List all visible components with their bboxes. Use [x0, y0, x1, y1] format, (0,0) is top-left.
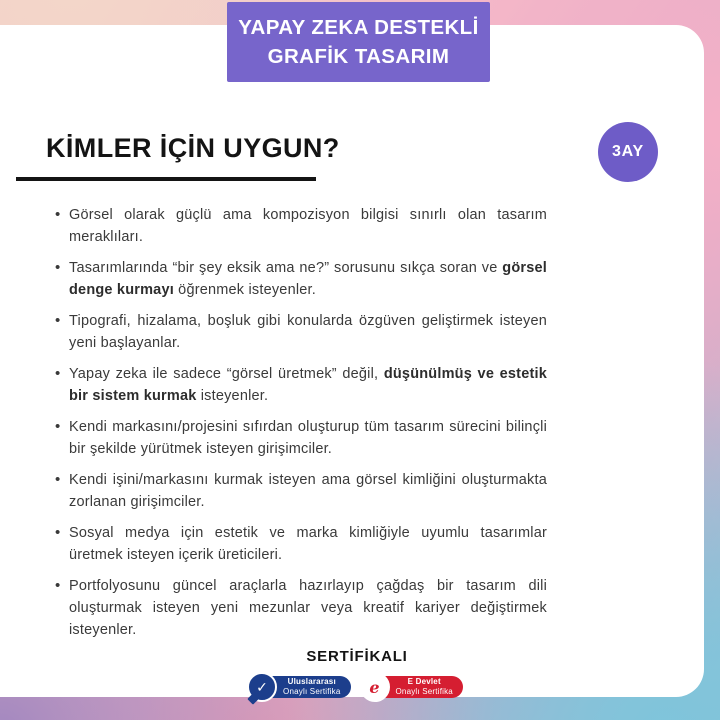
- banner-line-2: GRAFİK TASARIM: [267, 45, 450, 68]
- check-icon: ✓: [247, 672, 277, 702]
- list-item: • Kendi işini/markasını kurmak isteyen ama görsel kimliğini oluşturmakta zorlanan girişimciler.: [55, 469, 547, 513]
- page-title: KİMLER İÇİN UYGUN?: [46, 133, 340, 163]
- list-item: • Sosyal medya için estetik ve marka kimliğiyle uyumlu tasarımlar üretmek isteyen içerik üreticileri.: [55, 522, 547, 566]
- edevlet-icon: e: [360, 672, 390, 702]
- list-item: • Yapay zeka ile sadece “görsel üretmek” değil, düşünülmüş ve estetik bir sistem kurmak isteyenler.: [55, 363, 547, 407]
- list-item: • Görsel olarak güçlü ama kompozisyon bilgisi sınırlı olan tasarım meraklıları.: [55, 204, 547, 248]
- badge-subtitle: Onaylı Sertifika: [395, 687, 453, 696]
- title-underline: [16, 177, 316, 181]
- banner-line-1: YAPAY ZEKA DESTEKLİ: [238, 16, 479, 39]
- badge-title: E Devlet: [407, 677, 441, 686]
- certified-heading: SERTİFİKALI: [306, 648, 408, 665]
- list-item: • Portfolyosunu güncel araçlarla hazırlayıp çağdaş bir tasarım dili oluşturmak isteyen yeni mezunlar veya kreatif kariyer değiştirmek isteyenler.: [55, 575, 547, 641]
- certificate-badges-row: [0, 672, 714, 702]
- badge-international-certificate: [251, 676, 350, 698]
- bullet-list: [55, 204, 547, 650]
- duration-badge: [598, 122, 658, 182]
- badge-edevlet-certificate: [364, 676, 463, 698]
- badge-subtitle: Onaylı Sertifika: [283, 687, 341, 696]
- list-item: • Tasarımlarında “bir şey eksik ama ne?” sorusunu sıkça soran ve görsel denge kurmayı öğrenmek isteyenler.: [55, 257, 547, 301]
- header-banner: [227, 2, 490, 82]
- badge-title: Uluslararası: [287, 677, 336, 686]
- duration-badge-label: 3AY: [611, 143, 645, 160]
- list-item: • Kendi markasını/projesini sıfırdan oluşturup tüm tasarım sürecini bilinçli bir şekilde yürütmek isteyen girişimciler.: [55, 416, 547, 460]
- list-item: • Tipografi, hizalama, boşluk gibi konularda özgüven geliştirmek isteyen yeni başlayanlar.: [55, 310, 547, 354]
